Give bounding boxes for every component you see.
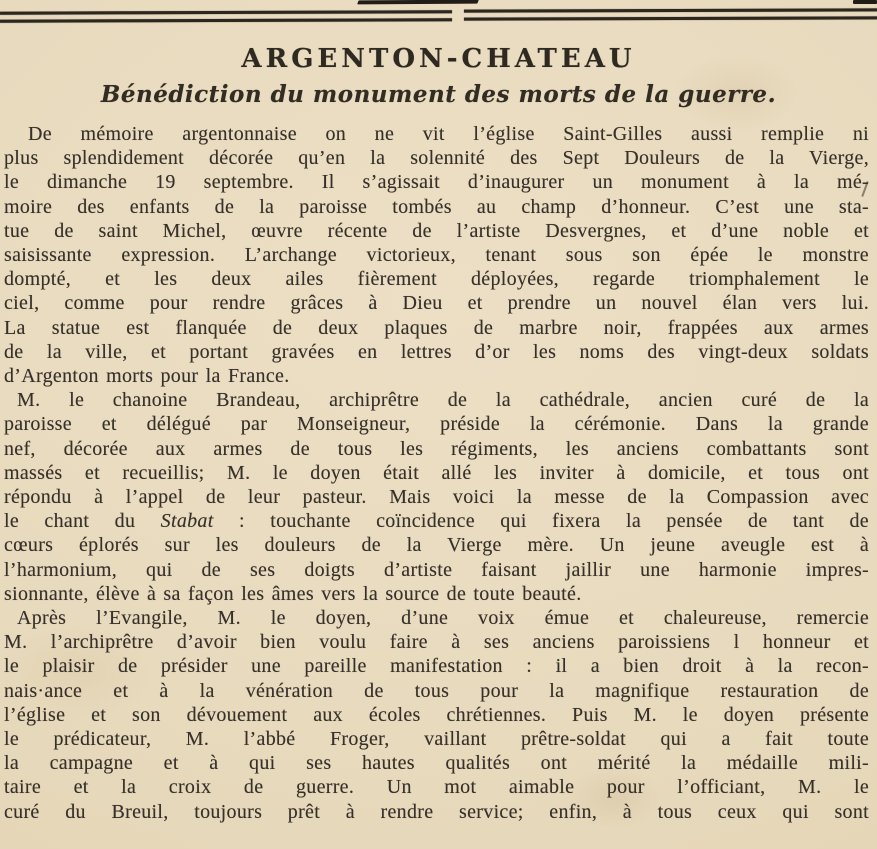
text-segment: : touchante coïncidence qui fixera la pensée de tant de [213,510,869,533]
text-line: saisissante expression. L’archange victorieux, tenant sous son épée le monstre [4,244,869,267]
text-line: l’harmonium, qui de ses doigts d’artiste faisant jaillir une harmonie impres- [4,558,869,581]
article-title: ARGENTON-CHATEAU [241,44,636,74]
text-line: le plaisir de présider une pareille manifestation : il a bien droit à la recon- [4,655,869,678]
text-line: cœurs éplorés sur les douleurs de la Vierge mère. Un jeune aveugle est à [4,534,869,557]
text-line-stabat [4,509,869,533]
text-line: M. l’archiprêtre d’avoir bien voulu faire à ses anciens paroissiens l honneur et [4,631,869,654]
text-line: le prédicateur, M. l’abbé Froger, vaillant prêtre-soldat qui a fait toute [4,728,869,751]
text-line: la campagne et à qui ses hautes qualités ont mérité la médaille mili- [4,752,869,775]
article-body [4,122,869,824]
text-line: de la ville, et portant gravées en lettres d’or les noms des vingt-deux soldats [4,340,869,363]
stabat-italic-word: Stabat [160,510,214,533]
text-line: nef, décorée aux armes de tous les régiments, les anciens combattants sont [4,437,869,460]
text-line: dompté, et les deux ailes fièrement déployées, regarde triomphalement le [4,268,869,291]
head-rule-upper-right [464,8,877,12]
text-line: La statue est flanquée de deux plaques de marbre noir, frappées aux armes [4,316,869,339]
print-artifact-top-center [357,0,479,4]
text-line: nais·ance et à la vénération de tous pour la magnifique restauration de [4,679,869,702]
head-rule-upper-left [0,10,452,14]
text-line: taire et la croix de guerre. Un mot aimable pour l’officiant, M. le [4,776,869,799]
text-line: De mémoire argentonnaise on ne vit l’église Saint-Gilles aussi remplie ni [28,123,869,145]
text-line: massés et recueillis; M. le doyen était allé les inviter à domicile, et tous ont [4,461,869,484]
text-line: curé du Breuil, toujours prêt à rendre service; enfin, à tous ceux qui sont [4,800,869,823]
text-line: paroisse et délégué par Monseigneur, préside la cérémonie. Dans la grande [4,413,869,436]
text-line: l’église et son dévouement aux écoles chrétiennes. Puis M. le doyen présente [4,703,869,726]
text-line: répondu à l’appel de leur pasteur. Mais voici la messe de la Compassion avec [4,486,869,509]
text-line: Après l’Evangile, M. le doyen, d’une voix émue et chaleureuse, remercie [17,607,869,630]
head-rule-lower-right [464,16,877,20]
text-line: sionnante, élève à sa façon les âmes vers la source de toute beauté. [4,582,582,605]
print-artifact-top-right [853,0,877,4]
article-subtitle: Bénédiction du monument des morts de la guerre. [100,81,777,108]
text-line: plus splendidement décorée qu’en la solennité des Sept Douleurs de la Vierge, [4,147,869,170]
text-segment: le chant du [4,510,161,533]
text-line: d’Argenton morts pour la France. [4,365,290,388]
text-line: tue de saint Michel, œuvre récente de l’artiste Desvergnes, et d’une noble et [4,219,869,242]
text-line: moire des enfants de la paroisse tombés au champ d’honneur. C’est une sta- [4,195,869,218]
text-line: M. le chanoine Brandeau, archiprêtre de la cathédrale, ancien curé de la [17,389,869,412]
head-rule-lower-left [0,18,452,22]
text-line: ciel, comme pour rendre grâces à Dieu et prendre un nouvel élan vers lui. [4,292,869,315]
text-line: le dimanche 19 septembre. Il s’agissait d’inaugurer un monument à la mé- [4,171,869,194]
